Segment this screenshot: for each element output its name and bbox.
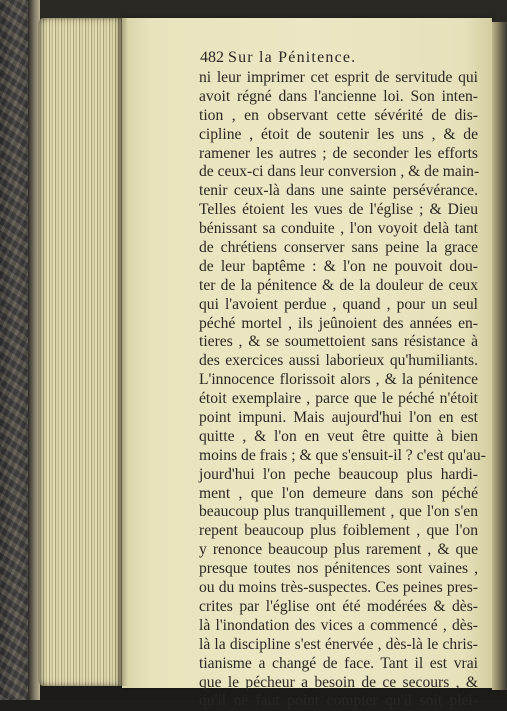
text-line: point impuni. Mais aujourd'hui l'on en est [199,409,478,427]
text-line: péché mortel , ils jeûnoient des années en- [199,314,478,332]
text-line: avoit régné dans l'ancienne loi. Son inten- [199,87,478,105]
page-number: 482 [200,49,224,66]
text-line: ni leur imprimer cet esprit de servitude qui [199,69,478,86]
text-line: tieres , & se soumettoient sans résistance à [199,333,478,351]
text-line: crites par l'église ont été modérées & dès- [199,597,478,615]
text-line: jourd'hui l'on peche beaucoup plus hardi- [199,465,478,483]
text-line: quitte , & l'on en veut être quitte à bien [199,427,478,445]
text-line: de ceux-ci dans leur conversion , & de main- [199,163,480,181]
text-line: que le pécheur a besoin de ce secours , & [199,673,478,691]
text-line: tion , en observant cette sévérité de dis- [199,106,478,124]
text-line: cipline , étoit de soutenir les uns , & de [199,125,478,143]
running-header [200,48,478,67]
facing-page-edge [492,22,507,690]
text-line: qui l'avoient perdue , quand , pour un seul [199,295,478,313]
text-line: de leur baptême : & l'on ne pouvoit dou- [199,257,478,275]
text-line: bénissant sa conduite , l'on voyoit delà tant [199,220,478,238]
text-line: là la discipline s'est énervée , dès-là le chris- [199,635,478,653]
text-line: ter de la pénitence & de la douleur de ceux [199,276,478,294]
text-line: ment , que l'on demeure dans son péché [199,484,478,502]
text-line: qu'il ne faut point compter qu'il soit plei- [199,692,478,710]
text-line: y renonce beaucoup plus rarement , & que [199,541,478,559]
text-line: ou du moins très-suspectes. Ces peines pres- [199,579,478,597]
text-line: beaucoup plus tranquillement , que l'on s'en [199,503,478,521]
text-line: étoit exemplaire , parce que le péché n'étoit [199,390,478,408]
text-line: Telles étoient les vues de l'église ; & Dieu [199,201,478,219]
page-edges [38,18,124,686]
text-line: ramener les autres ; de seconder les efforts [199,144,478,162]
text-line: tenir ceux-là dans une sainte persévérance. [199,182,478,200]
gutter-shadow [118,18,128,686]
text-line: repent beaucoup plus foiblement , que l'on [199,522,478,540]
text-line: tianisme a changé de face. Tant il est vrai [199,654,478,672]
text-line: L'innocence florissoit alors , & la pénitence [199,371,478,389]
text-line: là l'inondation des vices a commencé , dès- [199,616,478,634]
text-line: des exercices aussi laborieux qu'humiliants. [199,352,478,370]
body-text [199,69,486,711]
text-block [199,48,486,711]
text-line: presque toutes nos pénitences sont vaines , [199,560,478,578]
text-line: de chrétiens conserver sans peine la grace [199,239,478,257]
running-title: Sur la Pénitence. [228,49,357,66]
book-page [122,18,492,710]
text-line: moins de frais ; & que s'ensuit-il ? c'est qu'au- [199,446,486,464]
